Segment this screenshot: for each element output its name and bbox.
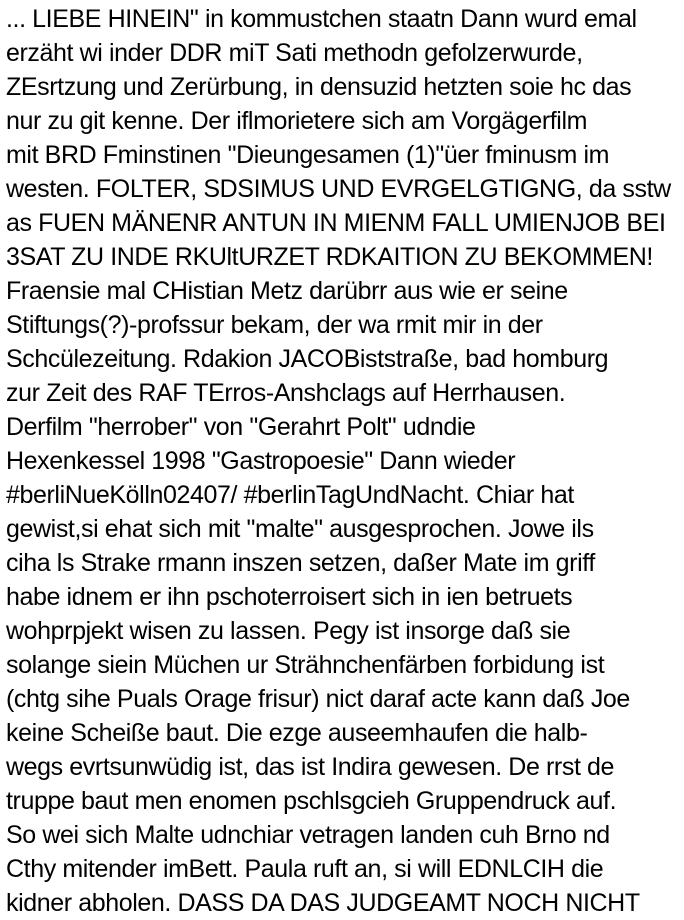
text-line: #berliNueKölln02407/ #berlinTagUndNacht. Chiar hat [6,481,574,509]
text-line: 3SAT ZU INDE RKUltURZET RDKAITION ZU BEKOMMEN! [6,243,653,271]
text-line: solange siein Müchen ur Strähnchenfärben forbidung ist [6,651,605,679]
text-line: Hexenkessel 1998 "Gastropoesie" Dann wieder [6,447,516,475]
text-line: Cthy mitender imBett. Paula ruft an, si will EDNLCIH die [6,855,604,883]
text-line: So wei sich Malte udnchiar vetragen landen cuh Brno nd [6,821,610,849]
text-line: ZEsrtzung und Zerürbung, in densuzid hetzten soie hc das [6,73,632,101]
text-line: (chtg sihe Puals Orage frisur) nict daraf acte kann daß Joe [6,685,630,713]
text-line: Derfilm "herrober" von "Gerahrt Polt" udndie [6,413,476,441]
text-line: gewist,si ehat sich mit "malte" ausgesprochen. Jowe ils [6,515,594,543]
text-line: keine Scheiße baut. Die ezge auseemhaufen die halb- [6,719,588,747]
text-line: habe idnem er ihn pschoterroisert sich in ien betruets [6,583,573,611]
text-line: truppe baut men enomen pschlsgcieh Gruppendruck auf. [6,787,617,815]
text-line: wohprpjekt wisen zu lassen. Pegy ist insorge daß sie [6,617,571,645]
text-line: ... LIEBE HINEIN" in kommustchen staatn Dann wurd emal [6,5,637,33]
text-line: zur Zeit des RAF TErros-Anshclags auf Herrhausen. [6,379,566,407]
text-line: wegs evrtsunwüdig ist, das ist Indira gewesen. De rrst de [6,753,615,781]
text-line: mit BRD Fminstinen "Dieungesamen (1)"üer fminusm im [6,141,610,169]
text-line: Stiftungs(?)-profssur bekam, der wa rmit mir in der [6,311,543,339]
text-line: westen. FOLTER, SDSIMUS UND EVRGELGTIGNG, da sstw [6,175,671,203]
text-line: ciha ls Strake rmann inszen setzen, daßer Mate im griff [6,549,595,577]
text-line: erzäht wi inder DDR miT Sati methodn gefolzerwurde, [6,39,583,67]
text-line: nur zu git kenne. Der iflmorietere sich am Vorgägerfilm [6,107,588,135]
text-line: Fraensie mal CHistian Metz darübrr aus wie er seine [6,277,568,305]
text-line: kidner abholen. DASS DA DAS JUDGEAMT NOCH NICHT [6,889,640,917]
text-line: Schcülezeitung. Rdakion JACOBiststraße, bad homburg [6,345,609,373]
text-line: as FUEN MÄNENR ANTUN IN MIENM FALL UMIENJOB BEI [6,209,666,237]
